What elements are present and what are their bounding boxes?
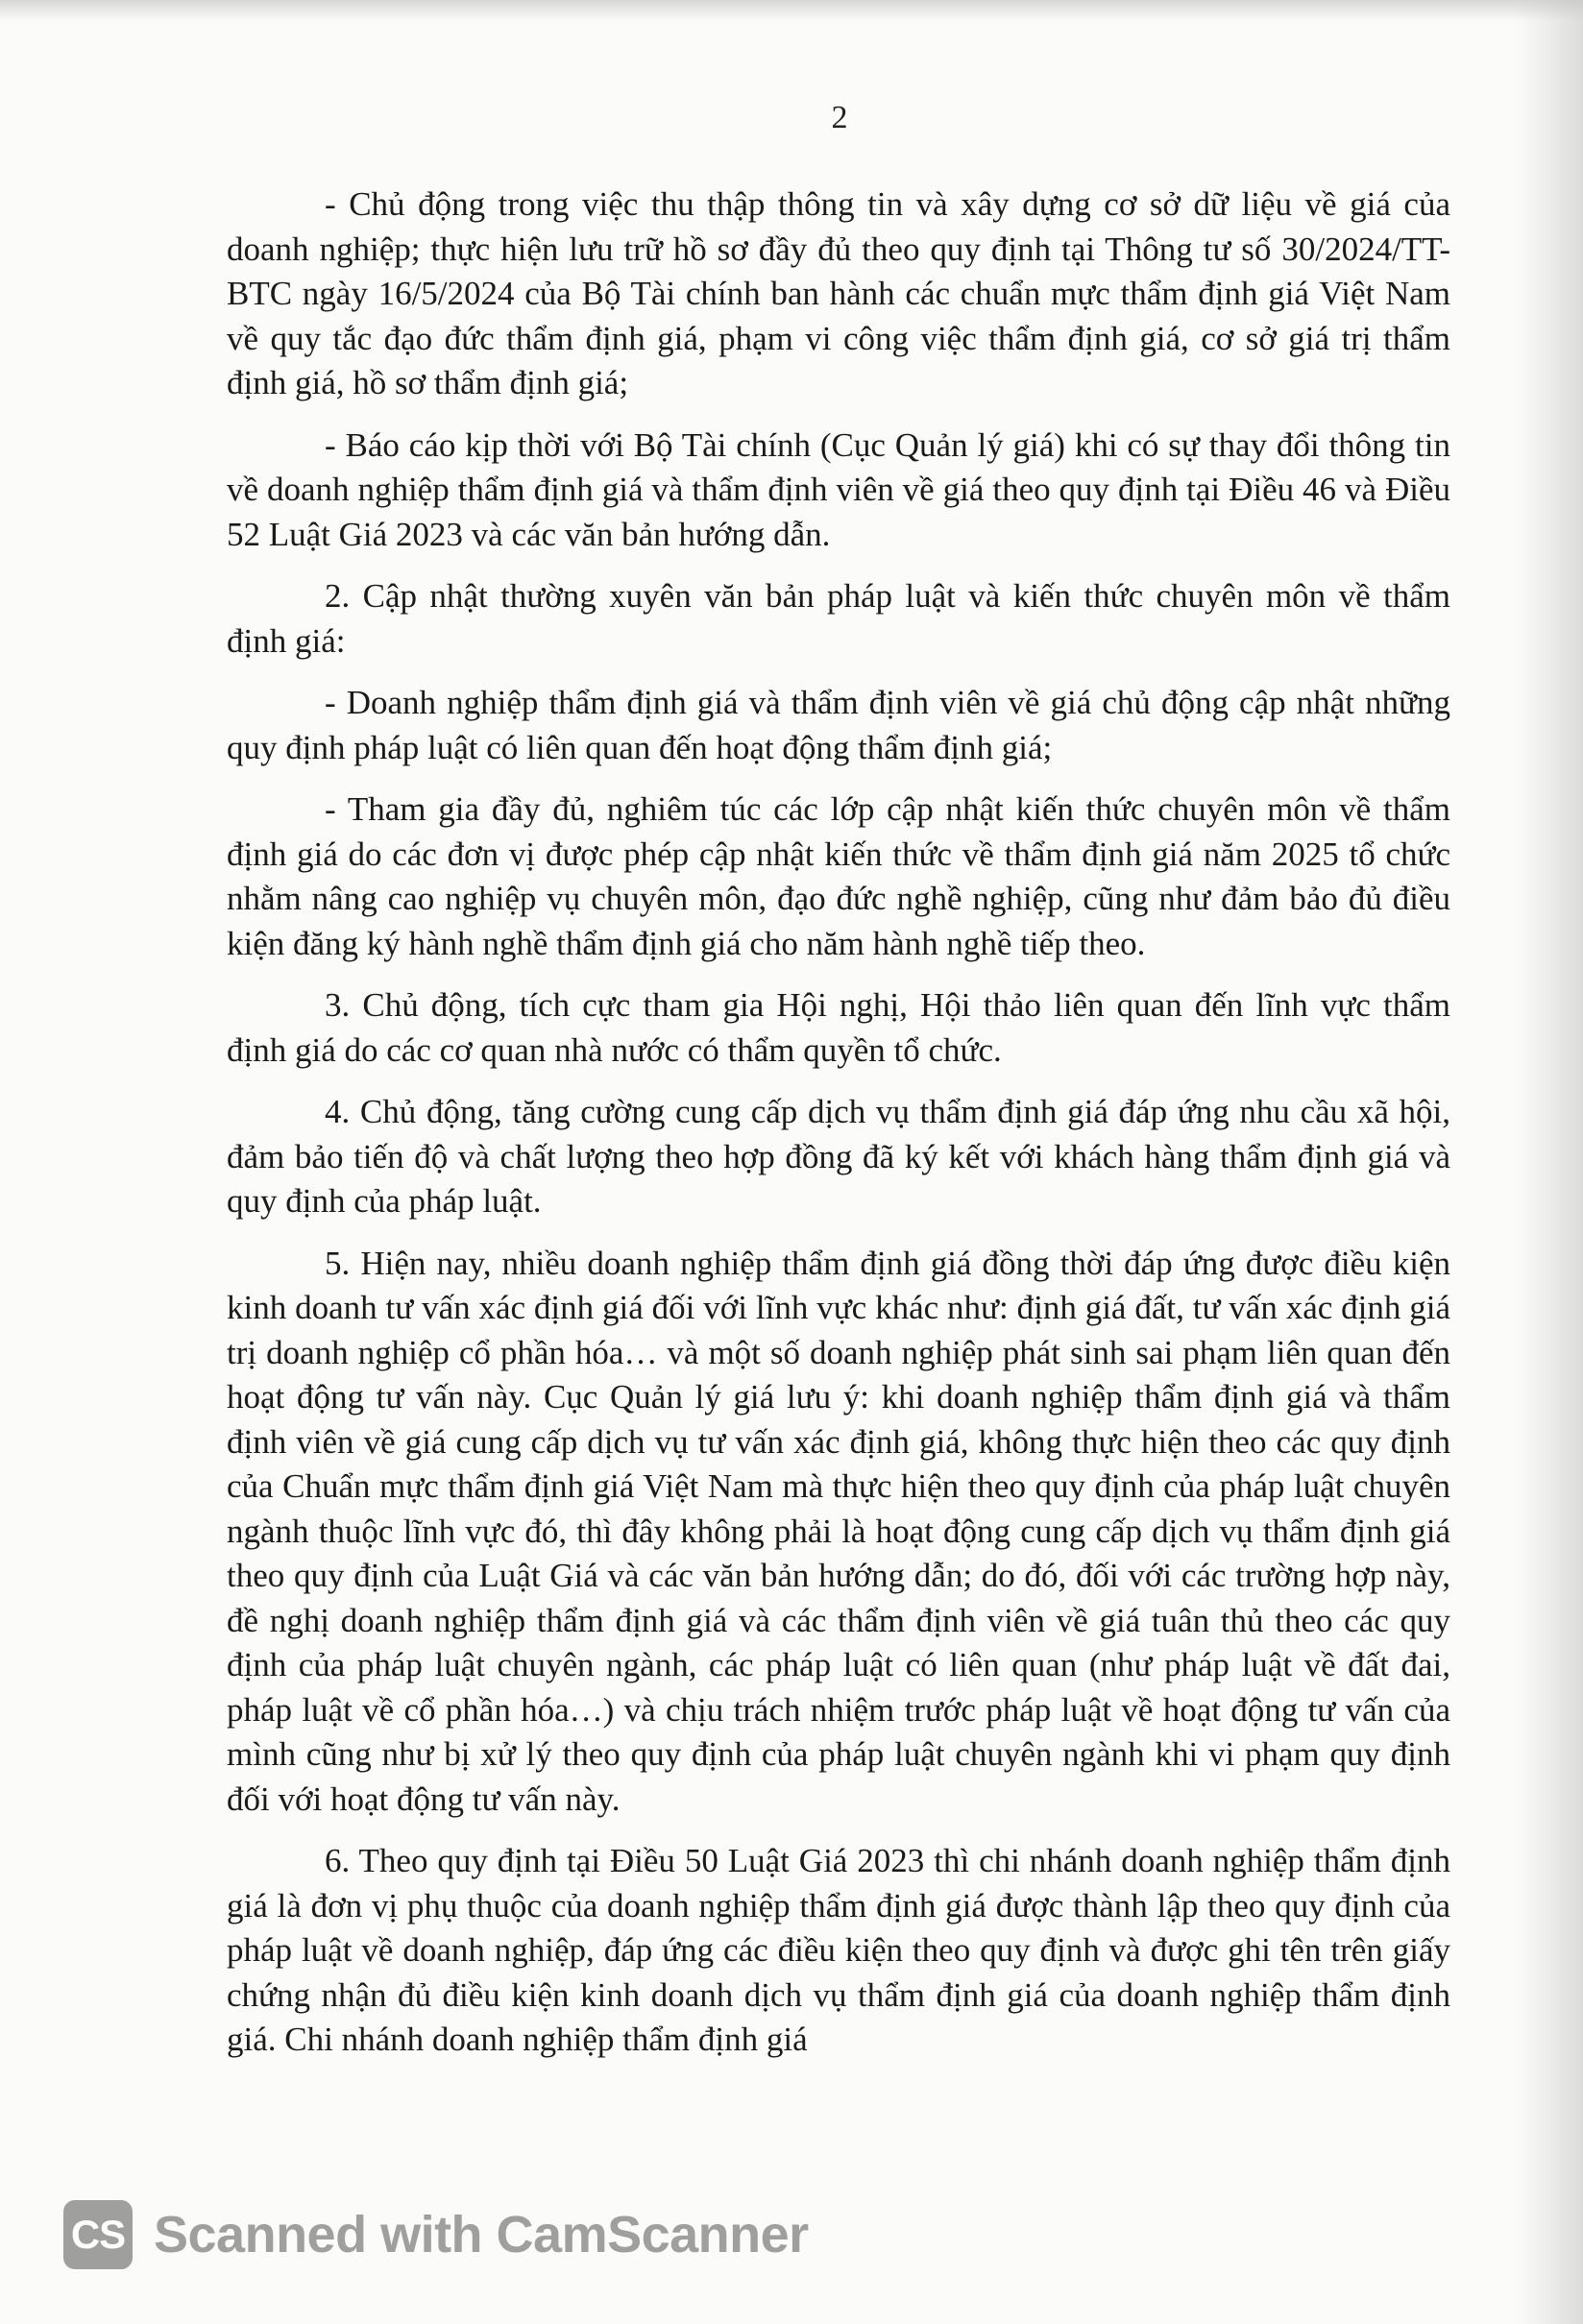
camscanner-watermark	[63, 2201, 809, 2268]
page-top-shadow	[0, 0, 1583, 21]
paragraph-data-collection: - Chủ động trong việc thu thập thông tin và xây dựng cơ sở dữ liệu về giá của doanh nghiệp; thực hiện lưu trữ hồ sơ đầy đủ theo quy định tại Thông tư số 30/2024/TT-BTC ngày 16/5/2024 của Bộ Tài chính ban hành các chuẩn mực thẩm định giá Việt Nam về quy tắc đạo đức thẩm định giá, phạm vi công việc thẩm định giá, cơ sở giá trị thẩm định giá, hồ sơ thẩm định giá;	[227, 185, 1450, 401]
camscanner-logo-icon	[63, 2200, 133, 2269]
camscanner-watermark-text: Scanned with CamScanner	[154, 2206, 809, 2263]
paragraph-item-2: 2. Cập nhật thường xuyên văn bản pháp luật và kiến thức chuyên môn về thẩm định giá:	[227, 577, 1450, 660]
document-body	[227, 182, 1450, 2080]
page-edge-shadow	[1516, 0, 1583, 2324]
paragraph-training-courses: - Tham gia đầy đủ, nghiêm túc các lớp cập nhật kiến thức chuyên môn về thẩm định giá do các đơn vị được phép cập nhật kiến thức về thẩm định giá năm 2025 tổ chức nhằm nâng cao nghiệp vụ chuyên môn, đạo đức nghề nghiệp, cũng như đảm bảo đủ điều kiện đăng ký hành nghề thẩm định giá cho năm hành nghề tiếp theo.	[227, 790, 1450, 962]
camscanner-logo-text: CS	[70, 2212, 126, 2257]
paragraph-item-5: 5. Hiện nay, nhiều doanh nghiệp thẩm định giá đồng thời đáp ứng được điều kiện kinh doanh tư vấn xác định giá đối với lĩnh vực khác như: định giá đất, tư vấn xác định giá trị doanh nghiệp cổ phần hóa… và một số doanh nghiệp phát sinh sai phạm liên quan đến hoạt động tư vấn này. Cục Quản lý giá lưu ý: khi doanh nghiệp thẩm định giá và thẩm định viên về giá cung cấp dịch vụ tư vấn xác định giá, không thực hiện theo các quy định của Chuẩn mực thẩm định giá Việt Nam mà thực hiện theo quy định của pháp luật chuyên ngành thuộc lĩnh vực đó, thì đây không phải là hoạt động cung cấp dịch vụ thẩm định giá theo quy định của Luật Giá và các văn bản hướng dẫn; do đó, đối với các trường hợp này, đề nghị doanh nghiệp thẩm định giá và các thẩm định viên về giá tuân thủ theo các quy định của pháp luật chuyên ngành, các pháp luật có liên quan (như pháp luật về đất đai, pháp luật về cổ phần hóa…) và chịu trách nhiệm trước pháp luật về hoạt động tư vấn của mình cũng như bị xử lý theo quy định của pháp luật chuyên ngành khi vi phạm quy định đối với hoạt động tư vấn này.	[227, 1244, 1450, 1818]
page-number: 2	[831, 100, 848, 135]
paragraph-item-4: 4. Chủ động, tăng cường cung cấp dịch vụ thẩm định giá đáp ứng nhu cầu xã hội, đảm bảo tiến độ và chất lượng theo hợp đồng đã ký kết với khách hàng thẩm định giá và quy định của pháp luật.	[227, 1093, 1450, 1220]
paragraph-timely-report: - Báo cáo kịp thời với Bộ Tài chính (Cục Quản lý giá) khi có sự thay đổi thông tin về doanh nghiệp thẩm định giá và thẩm định viên về giá theo quy định tại Điều 46 và Điều 52 Luật Giá 2023 và các văn bản hướng dẫn.	[227, 425, 1450, 553]
paragraph-item-6: 6. Theo quy định tại Điều 50 Luật Giá 2023 thì chi nhánh doanh nghiệp thẩm định giá là đơn vị phụ thuộc của doanh nghiệp thẩm định giá được thành lập theo quy định của pháp luật về doanh nghiệp, đáp ứng các điều kiện theo quy định và được ghi tên trên giấy chứng nhận đủ điều kiện kinh doanh dịch vụ thẩm định giá của doanh nghiệp thẩm định giá. Chi nhánh doanh nghiệp thẩm định giá	[227, 1842, 1450, 2058]
paragraph-update-regulations: - Doanh nghiệp thẩm định giá và thẩm định viên về giá chủ động cập nhật những quy định pháp luật có liên quan đến hoạt động thẩm định giá;	[227, 684, 1450, 766]
paragraph-item-3: 3. Chủ động, tích cực tham gia Hội nghị, Hội thảo liên quan đến lĩnh vực thẩm định giá do các cơ quan nhà nước có thẩm quyền tổ chức.	[227, 986, 1450, 1069]
